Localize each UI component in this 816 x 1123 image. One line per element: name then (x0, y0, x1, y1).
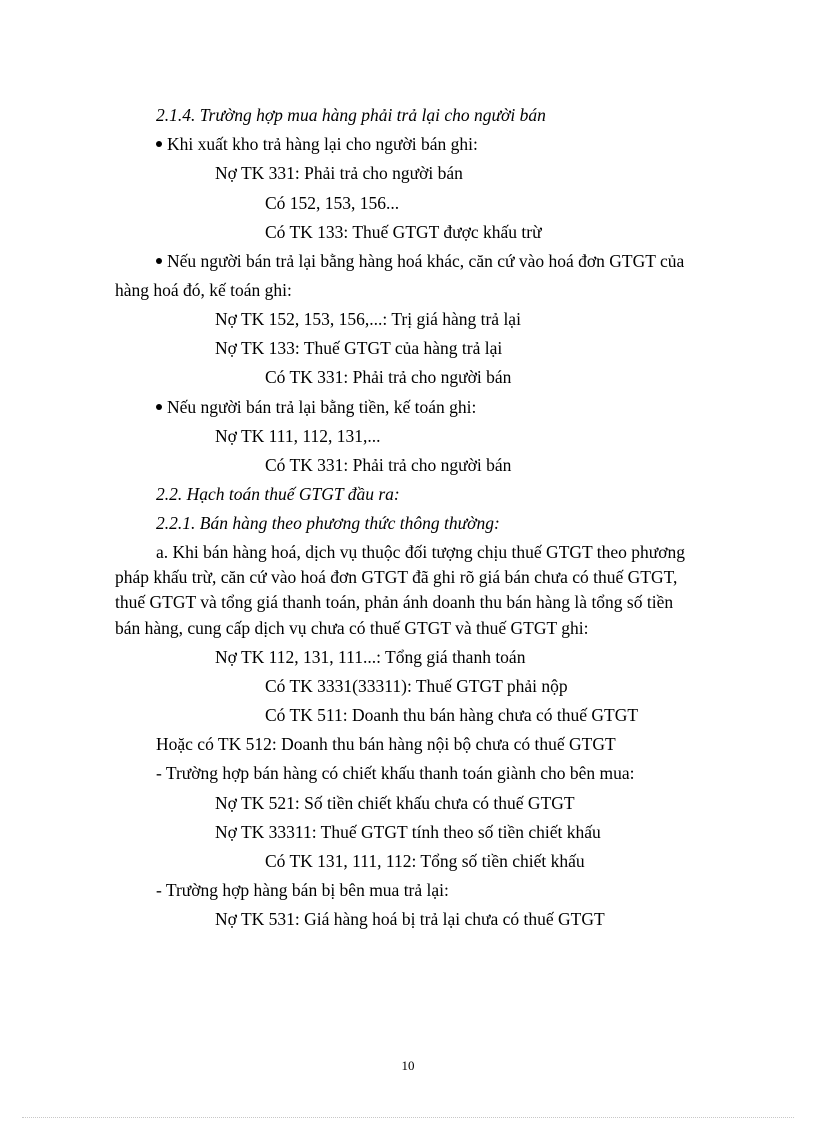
dash-paragraph: - Trường hợp hàng bán bị bên mua trả lại: (156, 880, 449, 900)
entry-debit: Nợ TK 331: Phải trả cho người bán (215, 163, 463, 183)
heading-2-2: 2.2. Hạch toán thuế GTGT đầu ra: (156, 484, 400, 504)
entry-credit: Có TK 3331(33311): Thuế GTGT phải nộp (265, 676, 568, 696)
bullet-text: Khi xuất kho trả hàng lại cho người bán ghi: (167, 134, 478, 154)
paragraph-line: a. Khi bán hàng hoá, dịch vụ thuộc đối tượng chịu thuế GTGT theo phương (156, 542, 686, 562)
bullet-text: Nếu người bán trả lại bằng tiền, kế toán ghi: (167, 397, 477, 417)
paragraph-line: thuế GTGT và tổng giá thanh toán, phản ánh doanh thu bán hàng là tổng số tiền (115, 592, 674, 612)
bullet-paragraph (156, 250, 684, 272)
heading-2-2-1: 2.2.1. Bán hàng theo phương thức thông thường: (156, 513, 500, 533)
bullet-paragraph (156, 133, 478, 155)
entry-credit: Có TK 131, 111, 112: Tổng số tiền chiết khấu (265, 851, 585, 871)
paragraph-continuation: hàng hoá đó, kế toán ghi: (115, 280, 292, 300)
entry-credit: Có TK 331: Phải trả cho người bán (265, 455, 512, 475)
entry-debit: Nợ TK 133: Thuế GTGT của hàng trả lại (215, 338, 503, 358)
entry-credit: Có 152, 153, 156... (265, 193, 400, 213)
entry-debit: Nợ TK 112, 131, 111...: Tổng giá thanh toán (215, 647, 526, 667)
entry-debit: Nợ TK 33311: Thuế GTGT tính theo số tiền chiết khấu (215, 822, 601, 842)
paragraph-line: Hoặc có TK 512: Doanh thu bán hàng nội bộ chưa có thuế GTGT (156, 734, 616, 754)
paragraph-line: bán hàng, cung cấp dịch vụ chưa có thuế GTGT và thuế GTGT ghi: (115, 618, 589, 638)
entry-credit: Có TK 331: Phải trả cho người bán (265, 367, 512, 387)
entry-debit: Nợ TK 531: Giá hàng hoá bị trả lại chưa có thuế GTGT (215, 909, 605, 929)
entry-credit: Có TK 511: Doanh thu bán hàng chưa có thuế GTGT (265, 705, 639, 725)
entry-debit: Nợ TK 152, 153, 156,...: Trị giá hàng trả lại (215, 309, 521, 329)
bullet-paragraph (156, 396, 476, 418)
bullet-text: Nếu người bán trả lại bằng hàng hoá khác, căn cứ vào hoá đơn GTGT của (167, 251, 685, 271)
page-number: 10 (401, 1058, 415, 1073)
entry-credit: Có TK 133: Thuế GTGT được khấu trừ (265, 222, 542, 242)
bullet-icon (156, 258, 162, 264)
bullet-icon (156, 141, 162, 147)
entry-debit: Nợ TK 111, 112, 131,... (215, 426, 381, 446)
dash-paragraph: - Trường hợp bán hàng có chiết khấu thanh toán giành cho bên mua: (156, 763, 635, 783)
heading-2-1-4: 2.1.4. Trường hợp mua hàng phải trả lại cho người bán (156, 105, 546, 125)
paragraph-line: pháp khấu trừ, căn cứ vào hoá đơn GTGT đã ghi rõ giá bán chưa có thuế GTGT, (115, 567, 678, 587)
entry-debit: Nợ TK 521: Số tiền chiết khấu chưa có thuế GTGT (215, 793, 575, 813)
bullet-icon (156, 404, 162, 410)
page-bottom-divider (22, 1117, 794, 1118)
